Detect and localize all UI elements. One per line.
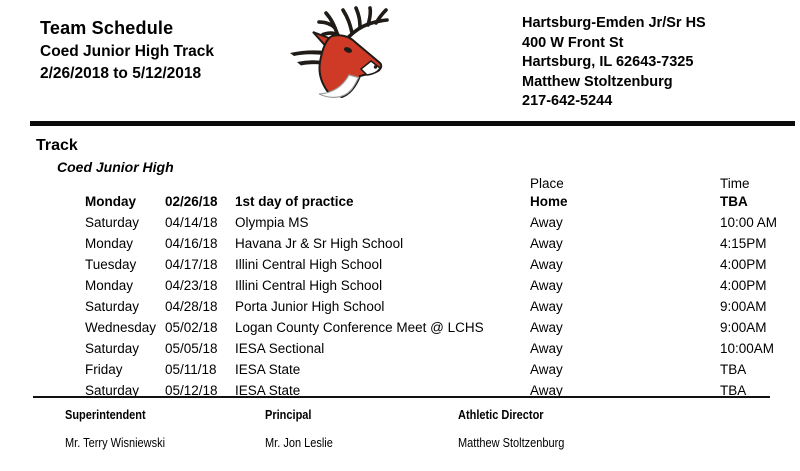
role-name: Matthew Stoltzenburg <box>458 436 565 450</box>
stag-mascot-icon <box>288 6 398 100</box>
day-column-header <box>85 176 165 191</box>
table-row <box>85 359 790 380</box>
table-row <box>85 296 790 317</box>
event-column-header <box>235 176 530 191</box>
double-divider <box>30 121 795 126</box>
row-date: 04/16/18 <box>165 236 218 251</box>
row-day: Wednesday <box>85 320 157 335</box>
page-title: Team Schedule <box>40 18 174 38</box>
table-header-row <box>85 176 790 191</box>
table-row <box>85 191 790 212</box>
team-subtitle: Coed Junior High Track <box>40 43 214 60</box>
role-title: Principal <box>265 408 312 422</box>
row-place: Away <box>530 341 563 356</box>
school-info-block <box>522 14 706 112</box>
footer-roles <box>65 408 579 450</box>
footer-divider <box>33 396 770 398</box>
footer-role <box>265 408 458 450</box>
row-place: Away <box>530 236 563 251</box>
row-day: Monday <box>85 236 134 251</box>
row-time: TBA <box>720 194 748 209</box>
role-title: Athletic Director <box>458 408 544 422</box>
row-date: 04/28/18 <box>165 299 218 314</box>
schedule-title-block <box>40 18 214 83</box>
table-row <box>85 275 790 296</box>
row-day: Friday <box>85 362 123 377</box>
row-day: Saturday <box>85 383 140 398</box>
row-date: 05/02/18 <box>165 320 218 335</box>
row-event: Havana Jr & Sr High School <box>235 236 404 251</box>
time-column-header: Time <box>720 176 750 191</box>
table-body <box>85 191 790 401</box>
row-date: 04/14/18 <box>165 215 218 230</box>
row-day: Saturday <box>85 215 140 230</box>
school-address-city: Hartsburg, IL 62643-7325 <box>522 54 694 70</box>
row-time: 10:00AM <box>720 341 775 356</box>
row-day: Tuesday <box>85 257 137 272</box>
place-column-header: Place <box>530 176 564 191</box>
row-event: Illini Central High School <box>235 278 383 293</box>
school-address-street: 400 W Front St <box>522 34 624 51</box>
row-place: Away <box>530 278 563 293</box>
sport-heading: Track <box>36 137 78 154</box>
row-place: Away <box>530 257 563 272</box>
row-day: Monday <box>85 194 137 209</box>
row-day: Monday <box>85 278 134 293</box>
table-row <box>85 254 790 275</box>
row-day: Saturday <box>85 341 140 356</box>
role-title: Superintendent <box>65 408 146 422</box>
row-event: 1st day of practice <box>235 194 354 209</box>
row-event: IESA Sectional <box>235 341 325 356</box>
row-place: Away <box>530 320 563 335</box>
role-name: Mr. Jon Leslie <box>265 436 333 450</box>
row-time: 9:00AM <box>720 320 767 335</box>
table-row <box>85 317 790 338</box>
row-time: 4:00PM <box>720 278 767 293</box>
row-date: 05/11/18 <box>165 362 217 377</box>
row-time: 9:00AM <box>720 299 767 314</box>
row-time: 4:00PM <box>720 257 767 272</box>
team-heading: Coed Junior High <box>57 159 174 175</box>
row-place: Away <box>530 215 563 230</box>
table-row <box>85 233 790 254</box>
row-date: 05/12/18 <box>165 383 218 398</box>
date-range: 2/26/2018 to 5/12/2018 <box>40 65 202 82</box>
row-day: Saturday <box>85 299 140 314</box>
row-time: TBA <box>720 362 747 377</box>
school-name: Hartsburg-Emden Jr/Sr HS <box>522 15 706 31</box>
row-event: Illini Central High School <box>235 257 383 272</box>
row-place: Away <box>530 362 563 377</box>
row-event: Porta Junior High School <box>235 299 385 314</box>
row-time: 4:15PM <box>720 236 767 251</box>
row-place: Away <box>530 383 563 398</box>
row-event: Logan County Conference Meet @ LCHS <box>235 320 484 335</box>
row-time: TBA <box>720 383 747 398</box>
footer-role <box>65 408 265 450</box>
row-event: IESA State <box>235 383 301 398</box>
footer-role <box>458 408 579 450</box>
date-column-header <box>165 176 235 191</box>
row-date: 04/17/18 <box>165 257 218 272</box>
row-date: 02/26/18 <box>165 194 218 209</box>
row-place: Home <box>530 194 568 209</box>
row-time: 10:00 AM <box>720 215 778 230</box>
contact-phone: 217-642-5244 <box>522 93 613 109</box>
table-row <box>85 338 790 359</box>
row-date: 05/05/18 <box>165 341 218 356</box>
contact-name: Matthew Stoltzenburg <box>522 73 673 90</box>
row-date: 04/23/18 <box>165 278 218 293</box>
row-event: Olympia MS <box>235 215 309 230</box>
row-event: IESA State <box>235 362 301 377</box>
schedule-table <box>85 176 790 401</box>
role-name: Mr. Terry Wisniewski <box>65 436 166 450</box>
row-place: Away <box>530 299 563 314</box>
table-row <box>85 212 790 233</box>
